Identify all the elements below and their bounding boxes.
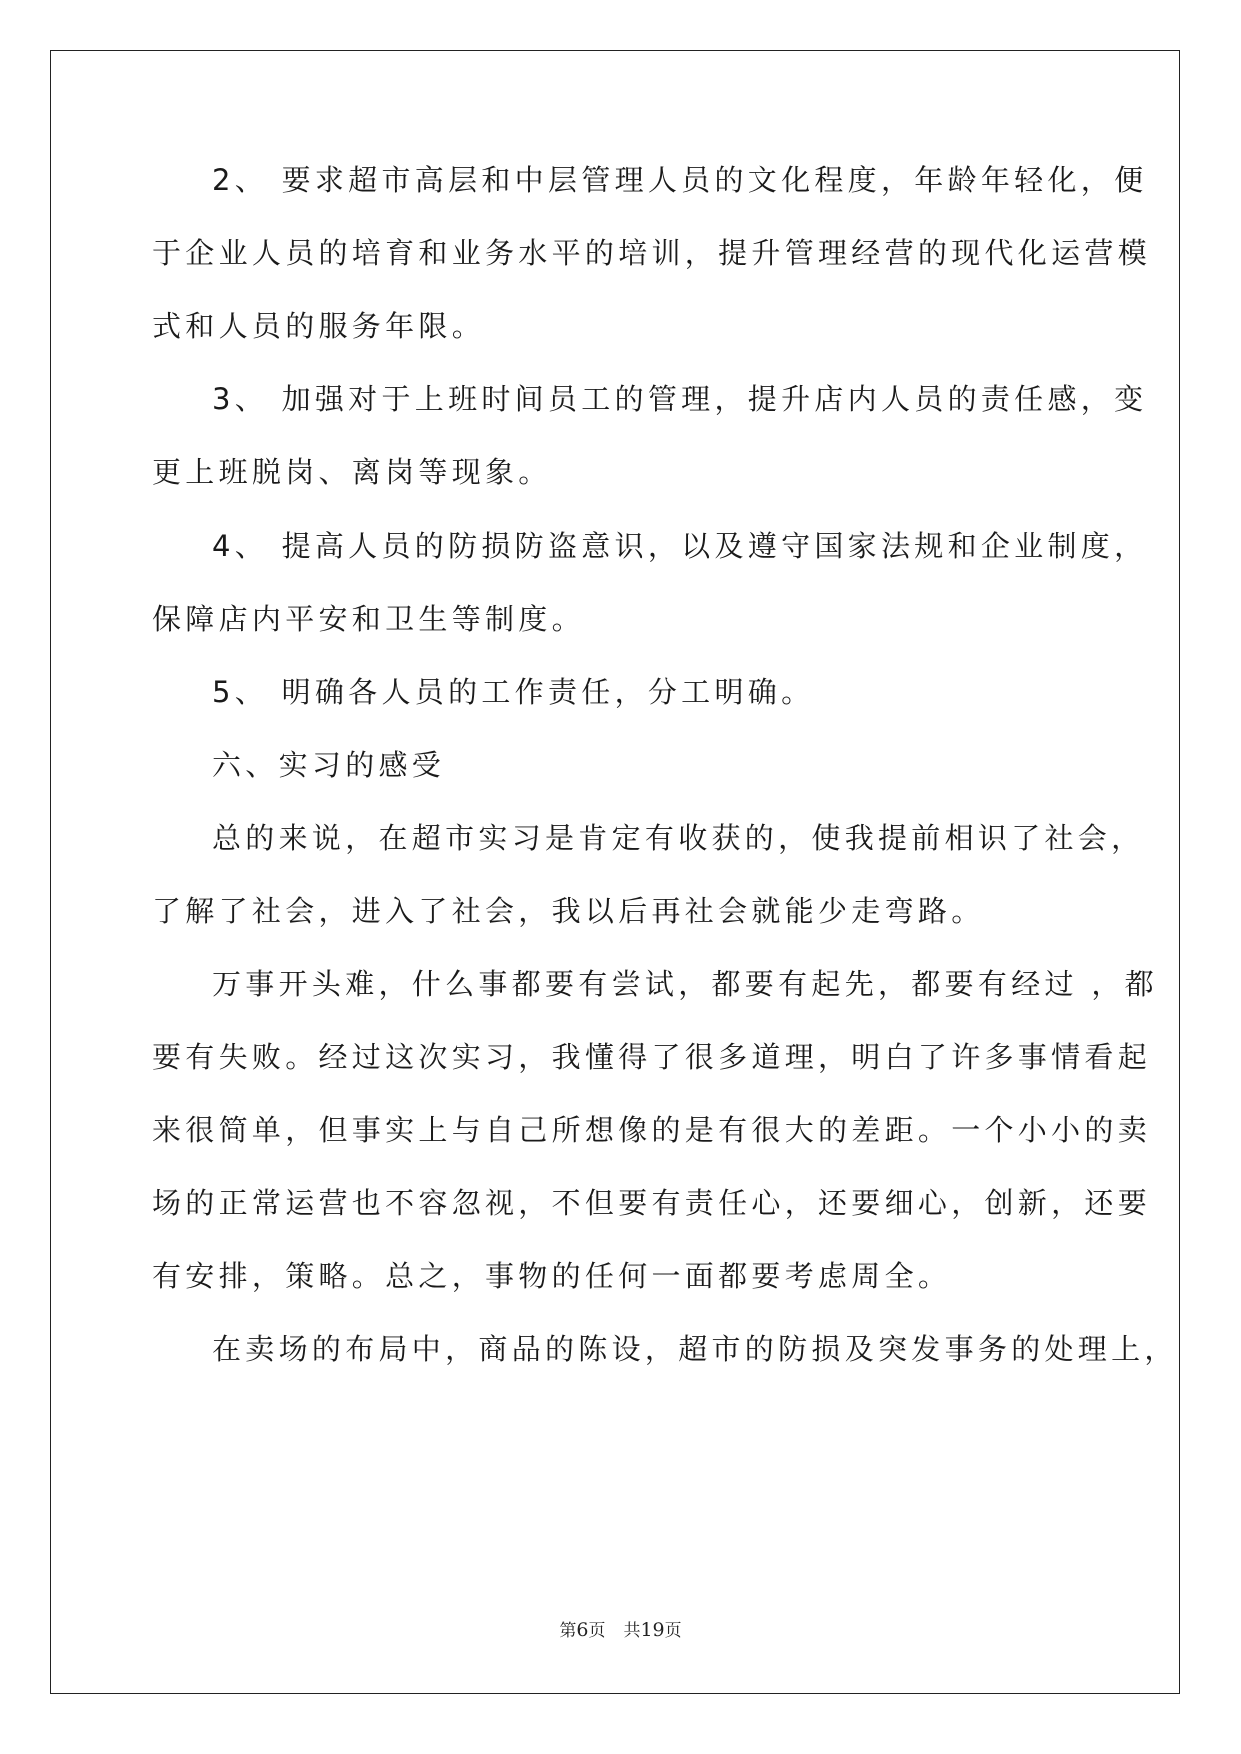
page-footer [0, 1618, 1241, 1643]
footer-page-suffix: 页 [588, 1621, 606, 1641]
text-line: 更上班脱岗、离岗等现象。 [152, 455, 552, 489]
text-line: 万事开头难，什么事都要有尝试，都要有起先，都要有经过 ，都 [212, 967, 1158, 1001]
text-line: 5、 明确各人员的工作责任，分工明确。 [212, 675, 815, 709]
section-heading: 六、实习的感受 [212, 748, 446, 782]
text-line: 场的正常运营也不容忽视，不但要有责任心，还要细心，创新，还要 [152, 1186, 1152, 1220]
text-line: 总的来说，在超市实习是肯定有收获的，使我提前相识了社会， [212, 821, 1145, 855]
text-line: 3、 加强对于上班时间员工的管理，提升店内人员的责任感，变 [212, 382, 1148, 416]
footer-prefix: 第 [559, 1621, 577, 1641]
text-line: 在卖场的布局中，商品的陈设，超市的防损及突发事务的处理上， [212, 1332, 1178, 1366]
text-line: 来很简单，但事实上与自己所想像的是有很大的差距。一个小小的卖 [152, 1113, 1152, 1147]
text-line: 于企业人员的培育和业务水平的培训，提升管理经营的现代化运营模 [152, 236, 1152, 270]
text-line: 2、 要求超市高层和中层管理人员的文化程度，年龄年轻化，便 [212, 163, 1148, 197]
text-line: 要有失败。经过这次实习，我懂得了很多道理，明白了许多事情看起 [152, 1040, 1152, 1074]
text-line: 保障店内平安和卫生等制度。 [152, 602, 585, 636]
page-border [50, 50, 1180, 1694]
footer-total-prefix: 共 [623, 1621, 641, 1641]
text-line: 有安排，策略。总之，事物的任何一面都要考虑周全。 [152, 1259, 952, 1293]
text-line: 了解了社会，进入了社会，我以后再社会就能少走弯路。 [152, 894, 985, 928]
text-line: 4、 提高人员的防损防盗意识，以及遵守国家法规和企业制度， [212, 529, 1148, 563]
text-line: 式和人员的服务年限。 [152, 309, 486, 343]
total-pages-number: 19 [640, 1619, 665, 1641]
current-page-number: 6 [576, 1619, 589, 1641]
footer-total-suffix: 页 [664, 1621, 682, 1641]
